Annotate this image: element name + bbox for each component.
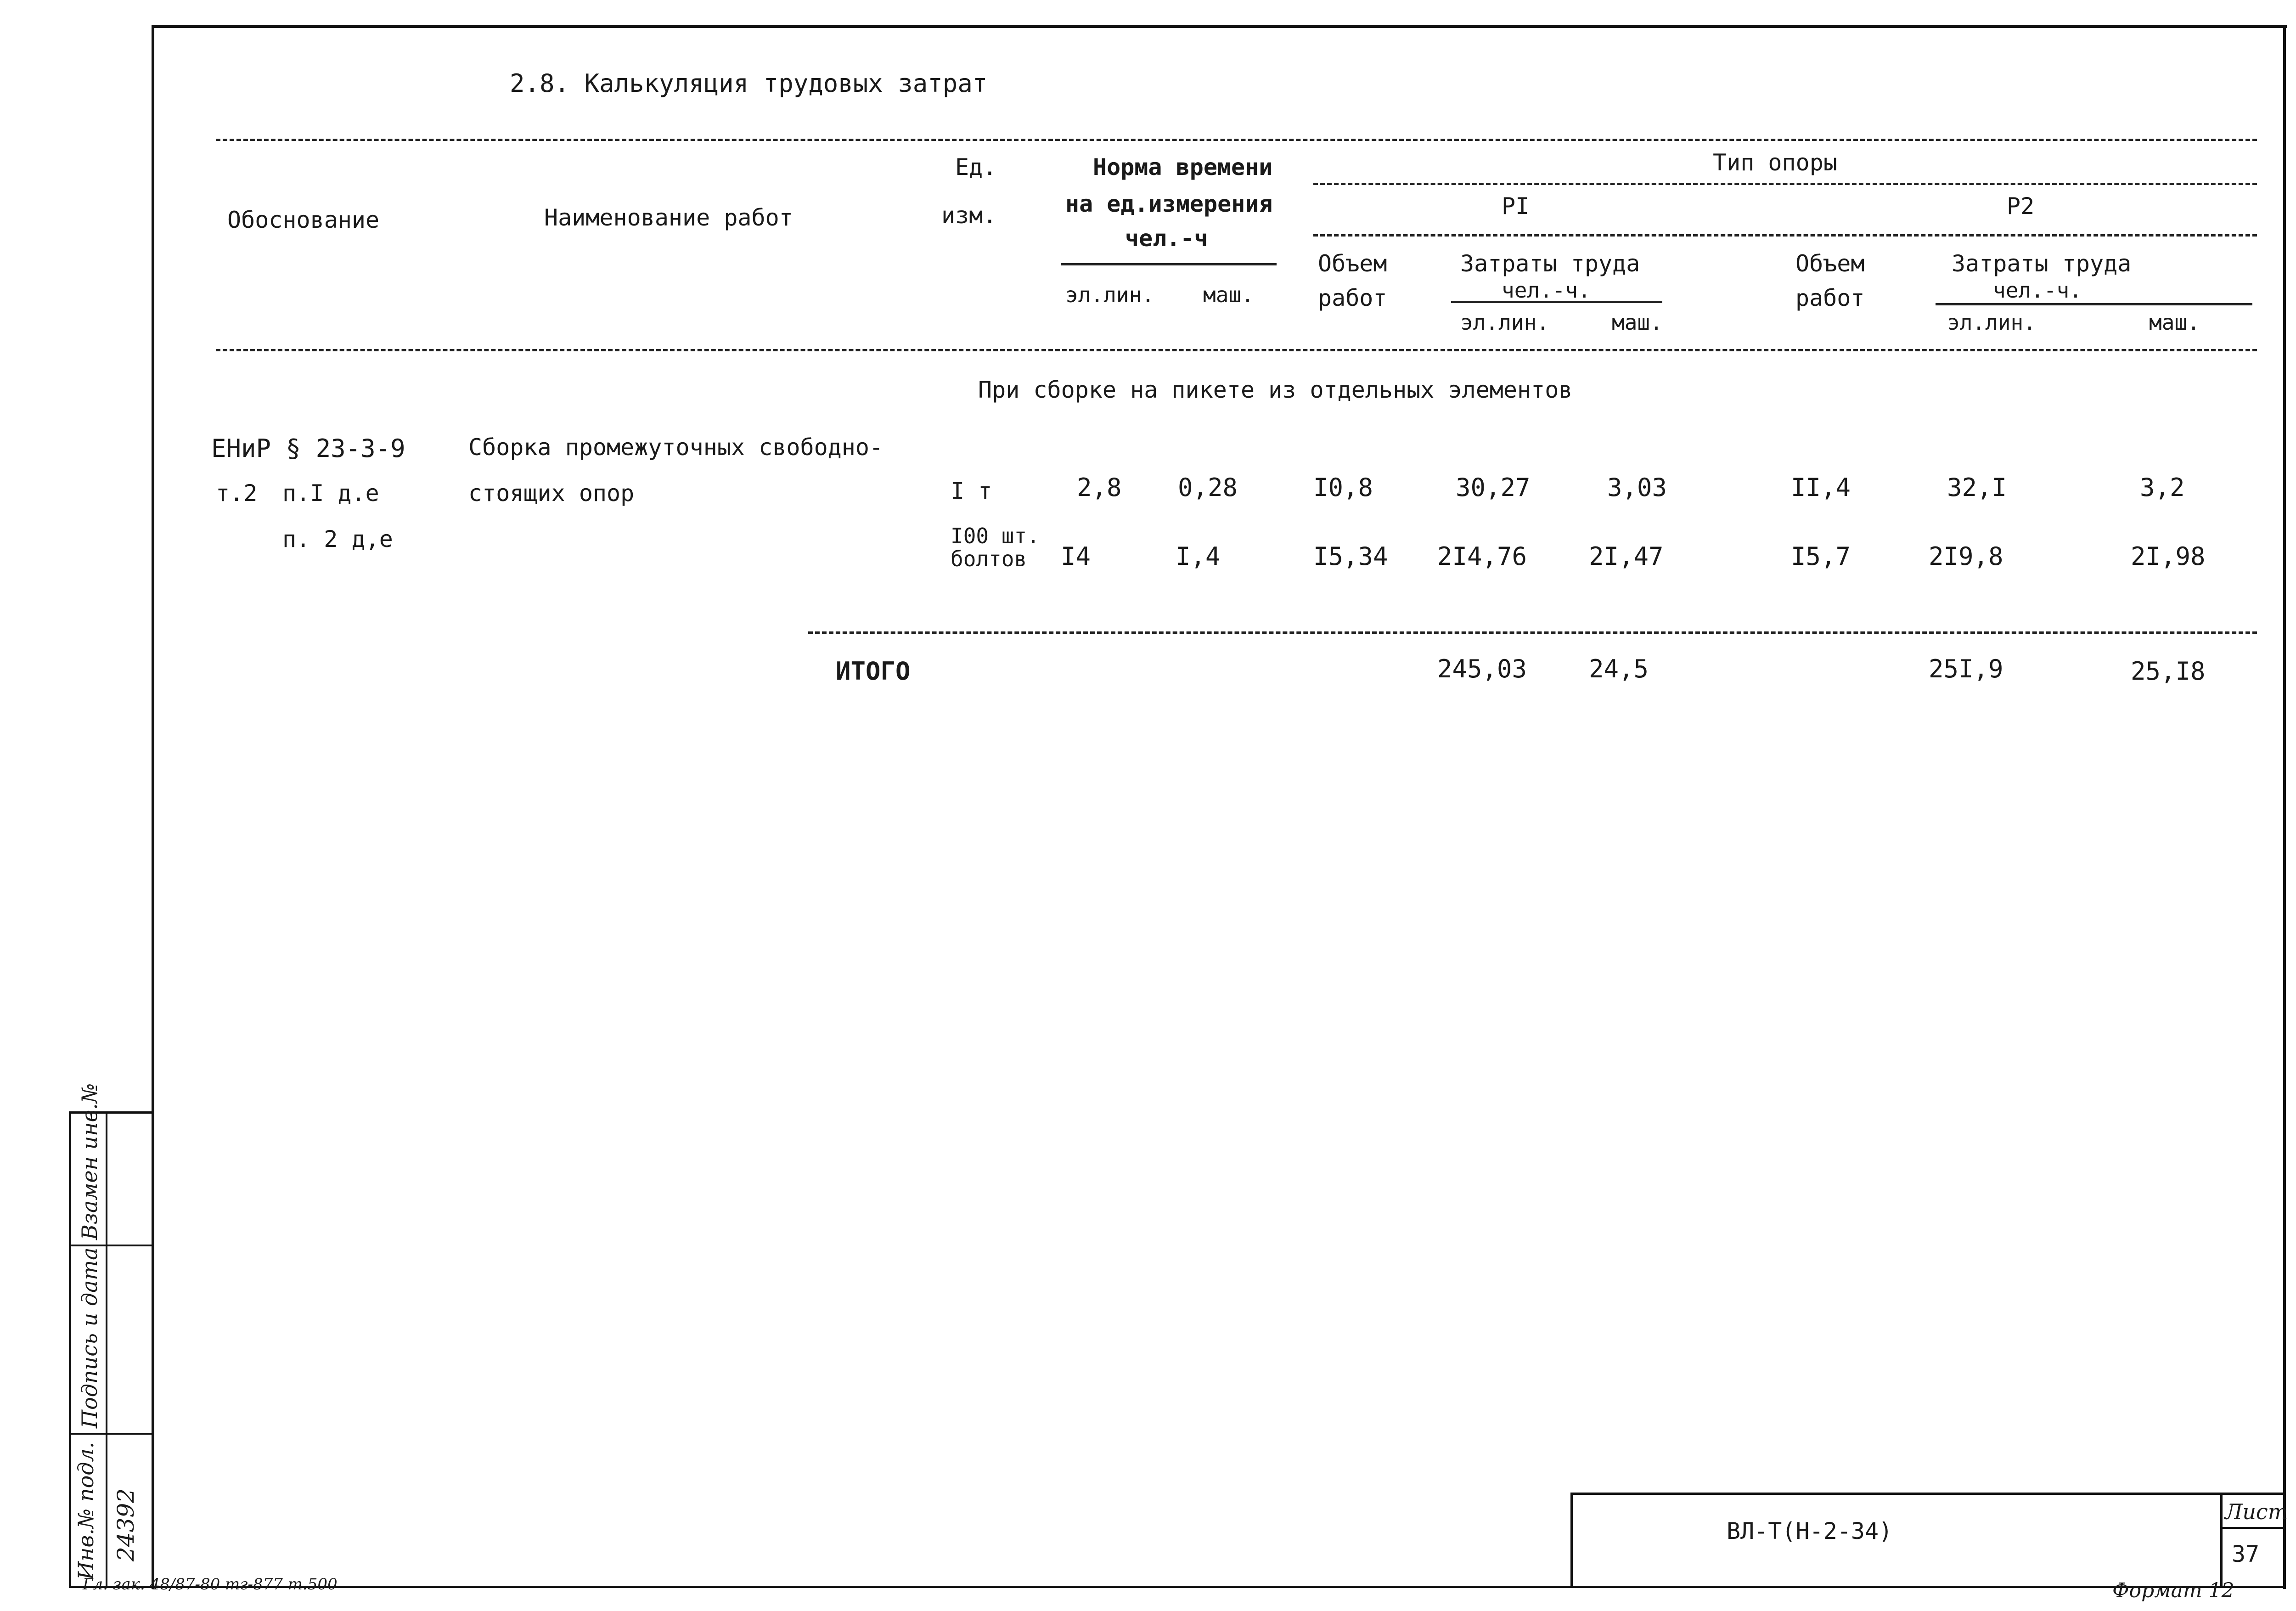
row2-p1-mash: 2I,47 (1589, 542, 1664, 571)
header-p2-name: P2 (2007, 193, 2035, 220)
section-title: При сборке на пикете из отдельных элементов (978, 377, 1573, 403)
stamp-outer-left (69, 1111, 71, 1587)
header-p1-cost-1: Затраты труда (1460, 250, 1640, 277)
header-unit-line2: изм. (941, 202, 997, 229)
title-block-top (1570, 1493, 2285, 1495)
sheet-label: Лист (2225, 1499, 2288, 1524)
header-norm-mash: маш. (1203, 282, 1254, 307)
total-p2-el: 25I,9 (1929, 654, 2003, 683)
row2-p1-el: 2I4,76 (1437, 542, 1527, 571)
row1-basis-3: п.I д.е (282, 480, 379, 507)
header-p2-cost-2: чел.-ч. (1993, 278, 2082, 303)
page-title: 2.8. Калькуляция трудовых затрат (510, 69, 988, 98)
frame-right (2283, 25, 2286, 1589)
row1-basis-1: ЕНиР § 23-3-9 (211, 434, 405, 463)
header-p2-volume-1: Объем (1795, 250, 1865, 277)
header-p2-volume-2: работ (1795, 285, 1865, 311)
header-p1-name: PI (1502, 193, 1530, 220)
header-p1-volume-1: Объем (1318, 250, 1387, 277)
header-support-type: Тип опоры (1713, 149, 1837, 176)
frame-left (152, 25, 154, 1589)
header-p2-mash: маш. (2149, 310, 2200, 335)
row1-p2-volume: II,4 (1791, 473, 1851, 502)
total-p2-mash: 25,I8 (2131, 657, 2206, 686)
stamp-sign-date: Подпись и дата (77, 1247, 102, 1428)
header-top-line (216, 139, 2257, 141)
header-basis: Обоснование (227, 207, 380, 233)
row1-p2-mash: 3,2 (2140, 473, 2185, 502)
row1-basis-2: т.2 (216, 480, 258, 507)
print-note: Гл. зак. 48/87-80 тг-877 т.500 (83, 1575, 338, 1594)
total-p1-el: 245,03 (1437, 654, 1527, 683)
stamp-divider-2 (69, 1433, 154, 1435)
sheet-number: 37 (2232, 1541, 2260, 1567)
header-norm-line1: Норма времени (1093, 154, 1273, 180)
header-norm-line2: на ед.измерения (1065, 191, 1273, 217)
row1-p1-mash: 3,03 (1607, 473, 1667, 502)
title-block-sheet-hline (2220, 1527, 2285, 1529)
row1-norm-el: 2,8 (1077, 473, 1122, 502)
row1-unit: I т (951, 478, 992, 504)
header-norm-line3: чел.-ч (1125, 225, 1208, 252)
row2-p2-volume: I5,7 (1791, 542, 1851, 571)
row1-norm-mash: 0,28 (1178, 473, 1238, 502)
row1-p1-volume: I0,8 (1313, 473, 1373, 502)
header-p2-el: эл.лин. (1947, 310, 2036, 335)
row2-p1-volume: I5,34 (1313, 542, 1388, 571)
header-unit-line1: Ед. (955, 154, 997, 180)
row2-norm-mash: I,4 (1176, 542, 1221, 571)
row2-unit-1: I00 шт. (951, 524, 1040, 548)
row1-name-1: Сборка промежуточных свободно- (468, 434, 884, 461)
header-p1-mash: маш. (1612, 310, 1663, 335)
frame-top (152, 25, 2287, 28)
support-type-line (1313, 183, 2257, 185)
header-p1-cost-2: чел.-ч. (1502, 278, 1591, 303)
stamp-replace: Взамен инв.№ (77, 1083, 102, 1240)
header-p1-volume-2: работ (1318, 285, 1387, 311)
stamp-inner-left (106, 1111, 107, 1587)
stamp-inv: Инв.№ подл. (73, 1442, 98, 1580)
header-p2-cost-1: Затраты труда (1952, 250, 2132, 277)
p-type-line (1313, 234, 2257, 237)
row1-p1-el: 30,27 (1456, 473, 1531, 502)
row1-p2-el: 32,I (1947, 473, 2007, 502)
stamp-inv-number: 24392 (113, 1488, 139, 1561)
row1-name-2: стоящих опор (468, 480, 635, 507)
norm-divider (1061, 263, 1277, 265)
p2-cost-divider (1936, 303, 2252, 305)
title-block-left (1570, 1493, 1573, 1587)
total-label: ИТОГО (836, 657, 911, 686)
row2-p2-mash: 2I,98 (2131, 542, 2206, 571)
document-code: ВЛ-Т(Н-2-34) (1727, 1518, 1893, 1544)
header-norm-el: эл.лин. (1065, 282, 1154, 307)
header-work-name: Наименование работ (544, 204, 793, 231)
format-label: Формат 12 (2112, 1579, 2234, 1602)
row2-p2-el: 2I9,8 (1929, 542, 2003, 571)
header-p1-el: эл.лин. (1460, 310, 1549, 335)
row2-norm-el: I4 (1061, 542, 1091, 571)
total-p1-mash: 24,5 (1589, 654, 1649, 683)
row2-unit-2: болтов (951, 546, 1027, 571)
row2-basis-3: п. 2 д,е (282, 526, 393, 552)
stamp-divider-1 (69, 1245, 154, 1246)
total-line (808, 631, 2257, 634)
header-bottom-line (216, 349, 2257, 351)
frame-bottom (69, 1586, 2286, 1588)
title-block-sheet-divider (2220, 1493, 2223, 1587)
